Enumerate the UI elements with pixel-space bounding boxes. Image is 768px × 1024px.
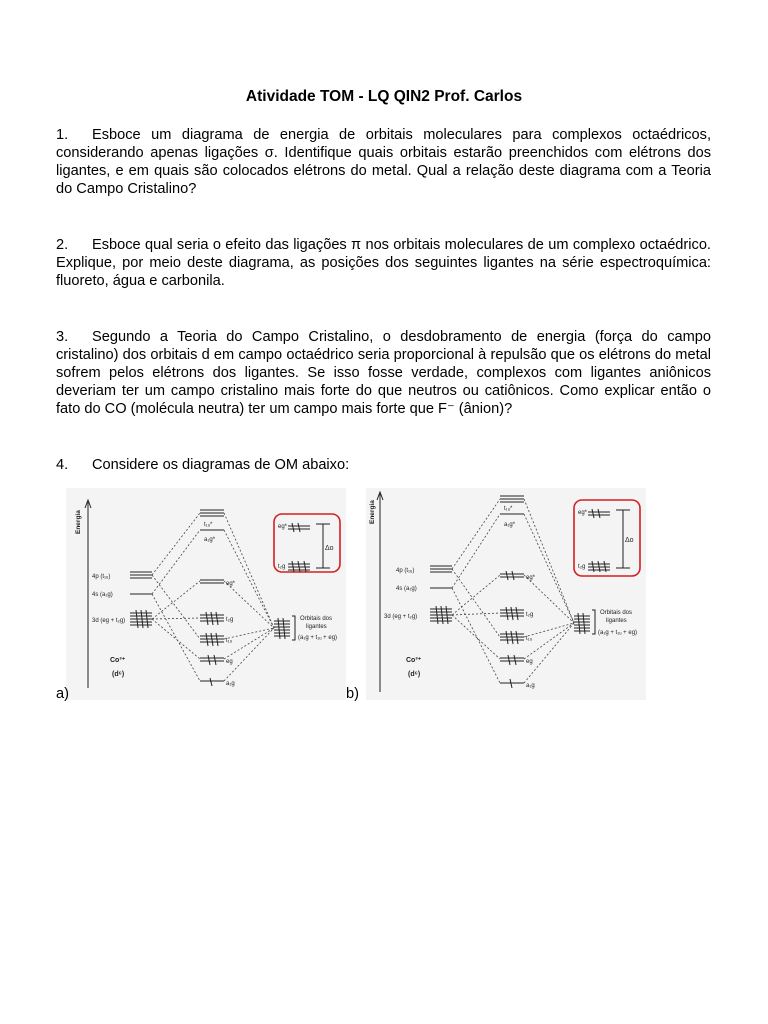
ligand-title-2: ligantes — [306, 624, 327, 630]
axis-label: Energia — [75, 510, 82, 534]
question-number: 4. — [56, 457, 69, 473]
label-t1u: t₁ᵤ — [526, 636, 532, 642]
label-4s: 4s (a₁g) — [396, 586, 417, 592]
label-a1g: a₁g — [226, 681, 235, 687]
page-title: Atividade TOM - LQ QIN2 Prof. Carlos — [245, 88, 523, 105]
label-a1g: a₁g — [526, 683, 535, 689]
label-t1u: t₁ᵤ — [226, 638, 232, 644]
box-eg-label: eg* — [578, 510, 588, 516]
label-t2g: t₂g — [526, 612, 534, 618]
box-eg-label: eg* — [278, 524, 288, 530]
question-number: 1. — [56, 127, 69, 143]
mo-diagram-a-svg — [66, 488, 346, 700]
axis-label: Energia — [369, 500, 376, 524]
box-delta-label: Δo — [625, 537, 634, 544]
ligand-title-1: Orbitais dos — [300, 616, 333, 622]
mo-diagram-a — [66, 488, 346, 700]
label-a1g-star: a₁g* — [504, 522, 516, 528]
ligand-symmetry: (a₁g + t₁ᵤ + eg) — [298, 635, 338, 641]
question-4 — [56, 456, 711, 474]
metal-ion-label: Co³⁺ — [110, 657, 126, 664]
question-text: Considere os diagramas de OM abaixo: — [92, 457, 350, 473]
ligand-symmetry: (a₁g + t₁ᵤ + eg) — [598, 630, 638, 636]
label-eg: eg — [526, 659, 533, 665]
label-4s: 4s (a₁g) — [92, 592, 113, 598]
question-text: Esboce qual seria o efeito das ligações π nos orbitais moleculares de um complexo octaédrico. Explique, por meio deste diagrama, as posições dos seguintes ligantes na série espectroquímica: fluoreto, água e carbonila. — [56, 237, 711, 289]
question-3 — [56, 328, 711, 418]
label-3d: 3d (eg + t₂g) — [92, 618, 126, 624]
label-3d: 3d (eg + t₂g) — [384, 614, 418, 620]
label-eg-star: eg* — [226, 581, 236, 587]
label-t1u-star: t₁ᵤ* — [504, 506, 513, 512]
question-1 — [56, 126, 711, 198]
question-text: Esboce um diagrama de energia de orbitais moleculares para complexos octaédricos, considerando apenas ligações σ. Identifique quais orbitais estarão preenchidos com elétrons dos ligantes, e em quais são colocados elétrons do metal. Qual a relação deste diagrama com a Teoria do Campo Cristalino? — [56, 127, 711, 197]
box-delta-label: Δo — [325, 545, 334, 552]
mo-diagram-b — [366, 488, 646, 700]
mo-diagram-b-svg — [366, 488, 646, 700]
d-count-label: (d⁶) — [112, 671, 125, 678]
box-t2g-label: t₂g — [578, 564, 586, 570]
label-t1u-star: t₁ᵤ* — [204, 522, 213, 528]
label-eg: eg — [226, 659, 233, 665]
label-4p: 4p (t₁ᵤ) — [92, 574, 111, 580]
label-eg-star: eg* — [526, 575, 536, 581]
label-t2g: t₂g — [226, 617, 234, 623]
question-number: 2. — [56, 237, 69, 253]
metal-ion-label: Co³⁺ — [406, 657, 422, 664]
ligand-title-2: ligantes — [606, 618, 627, 624]
box-t2g-label: t₂g — [278, 564, 286, 570]
d-count-label: (d⁶) — [408, 671, 421, 678]
label-a1g-star: a₁g* — [204, 537, 216, 543]
label-4p: 4p (t₁ᵤ) — [396, 568, 415, 574]
question-2 — [56, 236, 711, 290]
figure-label-a: a) — [56, 686, 69, 702]
question-text: Segundo a Teoria do Campo Cristalino, o desdobramento de energia (força do campo cristalino) dos orbitais d em campo octaédrico seria proporcional à repulsão que os elétrons do metal sofrem pelos elétrons dos ligantes. Se isso fosse verdade, complexos com ligantes aniônicos deveriam ter um campo cristalino mais forte do que neutros ou catiônicos. Como explicar então o fato do CO (molécula neutra) ter um campo mais forte que F⁻ (ânion)? — [56, 329, 711, 417]
question-number: 3. — [56, 329, 69, 345]
figure-label-b: b) — [346, 686, 359, 702]
ligand-title-1: Orbitais dos — [600, 610, 633, 616]
